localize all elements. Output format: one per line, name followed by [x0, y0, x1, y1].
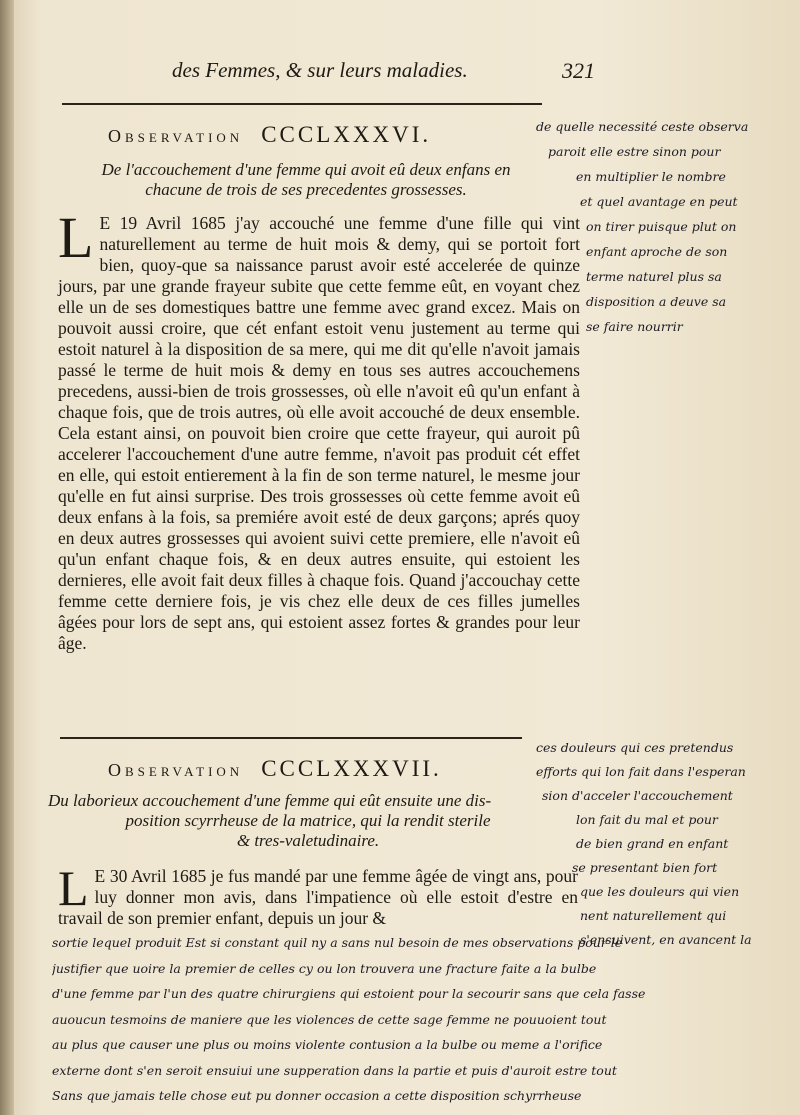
handwritten-line: sion d'acceler l'accouchement [542, 788, 733, 803]
observation-label: Observation [108, 126, 244, 146]
handwritten-line: terme naturel plus sa [586, 269, 722, 284]
page-number: 321 [562, 58, 595, 83]
subtitle-line: Du laborieux accouchement d'une femme qui eût ensuite une dis- [48, 791, 492, 810]
body-paragraph: E 19 Avril 1685 j'ay accouché une femme d'une fille qui vint naturellement au terme de huit mois & demy, qui se portoit fort bien, quoy-que sa naissance parust avoir esté accelerée de quinze jours, par une grande frayeur subite que cette femme eût, en voyant chez elle un de ses domestiques battre une femme avec grand excez. Mais on pouvoit aussi croire, que cét enfant estoit venu justement au terme qui estoit naturel à la disposition de sa mere, qui me dit qu'elle n'avoit jamais passé le terme de huit mois & demy en tous ses autres accouchemens precedens, aussi-bien de trois grossesses, où elle n'avoit eû qu'un enfant à chaque fois, que de trois autres, où elle avoit accouché de deux ensemble. Cela estant ainsi, on pouvoit bien croire que cette frayeur, qui auroit pû accelerer l'accouchement d'une autre femme, n'avoit pas produit cét effet en elle, qui estoit entierement à la fin de son terme naturel, le mesme jour qu'elle en fut ainsi surprise. Des trois grossesses où cette femme avoit eû deux enfans à la fois, sa premiére avoit esté de deux garçons; aprés quoy en deux autres grossesses qui avoient suivi cette premiere, elle n'avoit eû qu'un enfant chaque fois, & en deux autres ensuite, qui estoient les dernieres, elle avoit fait deux filles à chaque fois. Quand j'accouchay cette femme cette derniere fois, je vis chez elle deux de ces filles jumelles âgées pour lors de sept ans, qui estoient assez fortes & grandes pour leur âge. [58, 213, 580, 653]
handwritten-line: nent naturellement qui [580, 908, 727, 923]
subtitle-line: position scyrrheuse de la matrice, qui la rendit sterile [125, 811, 491, 830]
body-paragraph: E 30 Avril 1685 je fus mandé par une femme âgée de vingt ans, pour luy donner mon avis, dans l'impatience où elle estoit d'estre en travail de son premier enfant, depuis un jour & [58, 866, 578, 928]
handwritten-line: ces douleurs qui ces pretendus [536, 740, 734, 755]
observation-label: Observation [108, 760, 244, 780]
handwritten-line: sortie lequel produit Est si constant quil ny a sans nul besoin de mes observations pour le [52, 935, 623, 950]
handwritten-footer-notes [52, 930, 782, 1109]
handwritten-line: que les douleurs qui vien [580, 884, 740, 899]
drop-cap: L [58, 860, 89, 916]
handwritten-line: se presentant bien fort [572, 860, 718, 875]
handwritten-margin-note-2 [536, 736, 782, 952]
observation-1-heading [108, 122, 431, 148]
observation-2-subtitle [48, 791, 568, 851]
handwritten-line: justifier que uoire la premier de celles cy ou lon trouvera une fracture faite a la bulbe [52, 960, 597, 976]
subtitle-line: & tres-valetudinaire. [236, 831, 380, 850]
handwritten-line: enfant aproche de son [586, 244, 728, 259]
handwritten-margin-note-1 [536, 114, 786, 339]
observation-2-body [58, 860, 578, 929]
handwritten-line: et quel avantage en peut [580, 194, 738, 209]
handwritten-line: s'ensuivent, en avancent la [580, 932, 752, 947]
handwritten-line: lon fait du mal et pour [576, 812, 718, 827]
handwritten-line: d'une femme par l'un des quatre chirurgiens qui estoient pour la secourir sans que cela fasse [52, 986, 646, 1001]
handwritten-line: externe dont s'en seroit ensuiui une supperation dans la partie et puis d'auroit estre tout [52, 1062, 617, 1078]
observation-number: CCCLXXXVI. [261, 122, 432, 147]
handwritten-line: disposition a deuve sa [586, 294, 727, 309]
handwritten-line: efforts qui lon fait dans l'esperan [536, 764, 746, 779]
observation-number: CCCLXXXVII. [261, 756, 442, 781]
subtitle-line: De l'accouchement d'une femme qui avoit eû deux enfans en [101, 160, 511, 179]
handwritten-line: se faire nourrir [586, 319, 683, 334]
section-rule [60, 737, 522, 739]
handwritten-line: Sans que jamais telle chose eut pu donner occasion a cette disposition schyrrheuse [52, 1088, 582, 1103]
handwritten-line: auoucun tesmoins de maniere que les violences de cette sage femme ne pouuoient tout [52, 1011, 607, 1027]
handwritten-line: on tirer puisque plut on [586, 219, 737, 234]
observation-2-heading [108, 756, 442, 782]
handwritten-line: paroit elle estre sinon pour [548, 144, 721, 159]
handwritten-line: de quelle necessité ceste observa [536, 119, 749, 134]
handwritten-line: de bien grand en enfant [576, 836, 729, 851]
drop-cap: L [58, 205, 94, 270]
running-title: des Femmes, & sur leurs maladies. [172, 58, 468, 82]
handwritten-line: en multiplier le nombre [576, 169, 726, 184]
observation-1-body [58, 205, 580, 654]
observation-1-subtitle [56, 160, 556, 200]
handwritten-line: au plus que causer une plus ou moins violente contusion a la bulbe ou meme a l'orifice [52, 1037, 603, 1052]
header-rule [62, 103, 542, 105]
subtitle-line: chacune de trois de ses precedentes grossesses. [145, 180, 467, 199]
